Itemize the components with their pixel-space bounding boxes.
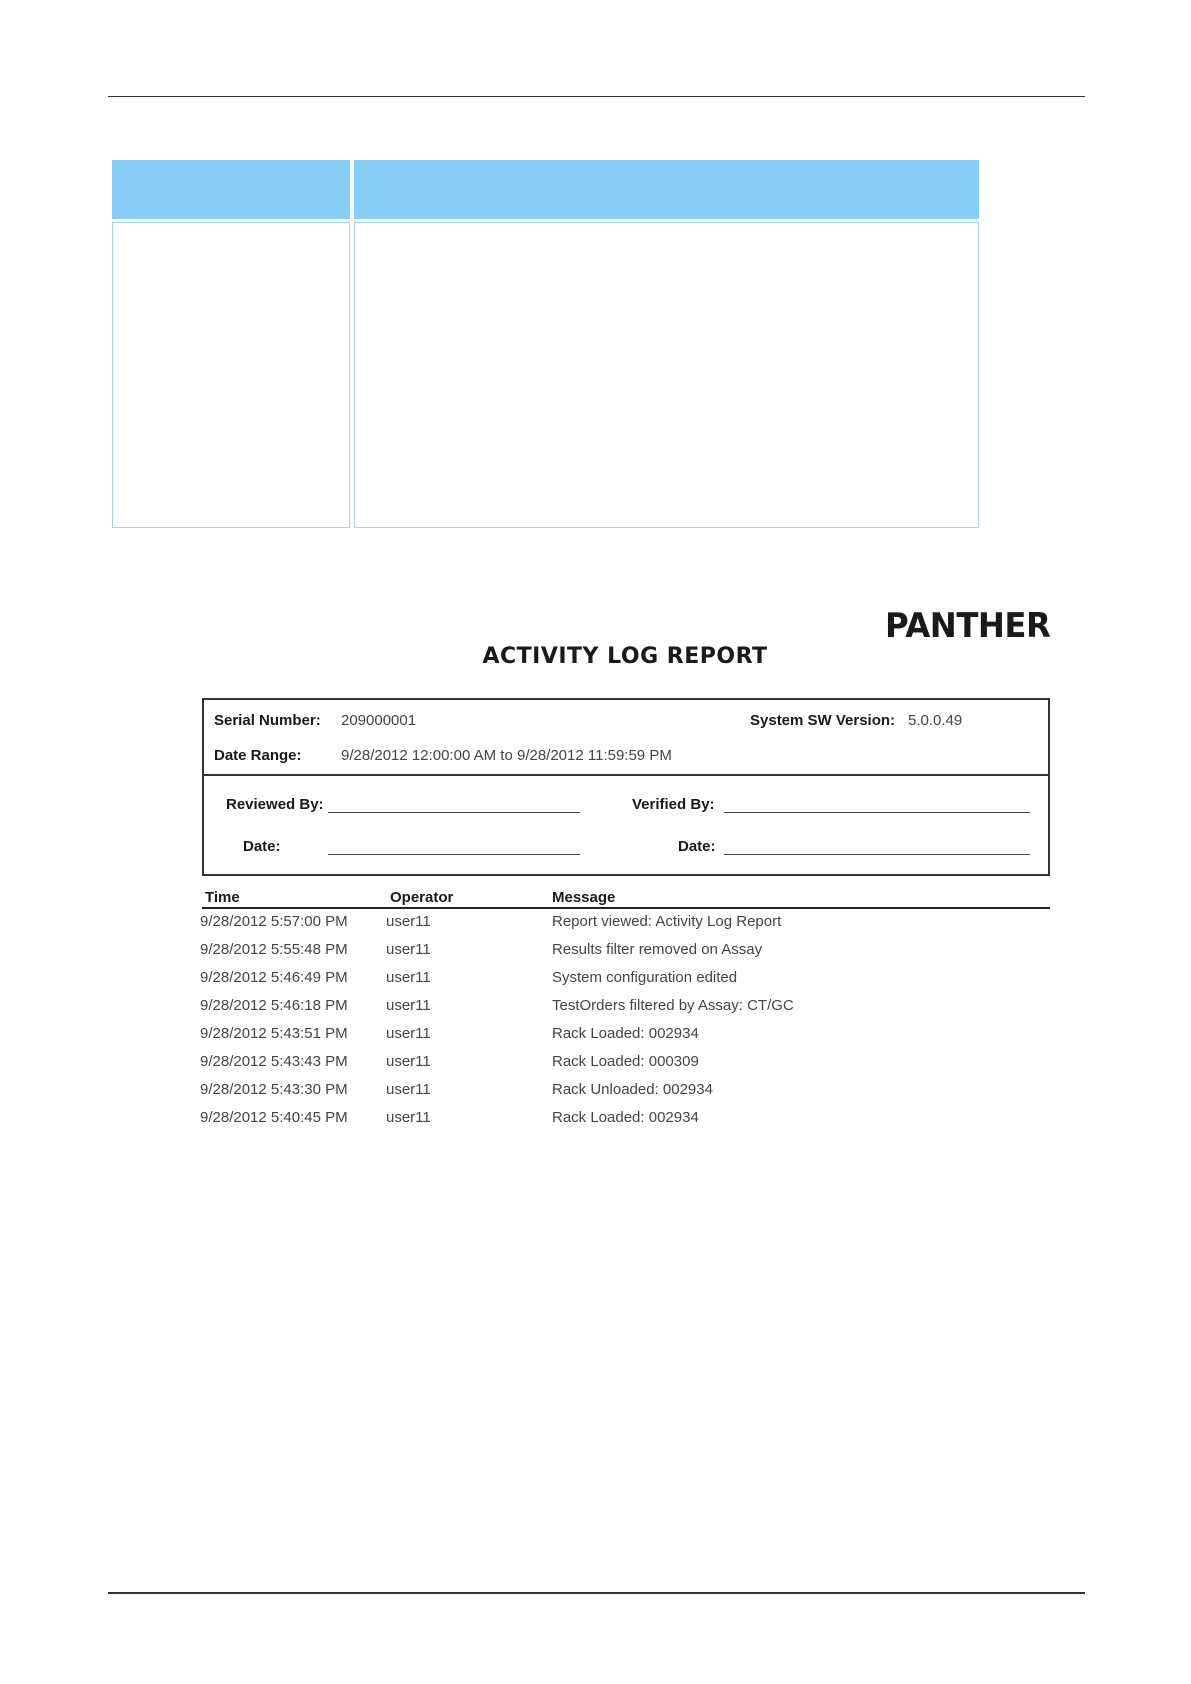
table-row [200, 913, 1050, 941]
row-operator: user11 [386, 969, 431, 986]
row-message: Rack Loaded: 000309 [552, 1053, 699, 1070]
verify-date-label: Date: [678, 838, 716, 855]
table-row [200, 1081, 1050, 1109]
date-range-label: Date Range: [214, 747, 302, 764]
row-message: Rack Loaded: 002934 [552, 1025, 699, 1042]
review-date-label: Date: [243, 838, 281, 855]
serial-number-label: Serial Number: [214, 712, 321, 729]
row-message: Results filter removed on Assay [552, 941, 763, 958]
row-operator: user11 [386, 913, 431, 930]
row-message: System configuration edited [552, 969, 738, 986]
row-message: Rack Unloaded: 002934 [552, 1081, 713, 1098]
row-time: 9/28/2012 5:46:49 PM [200, 969, 348, 986]
row-time: 9/28/2012 5:57:00 PM [200, 913, 348, 930]
column-header-rule [202, 907, 1050, 909]
verify-date-line [724, 854, 1030, 855]
footer-rule [108, 1592, 1085, 1594]
row-time: 9/28/2012 5:43:43 PM [200, 1053, 348, 1070]
row-time: 9/28/2012 5:46:18 PM [200, 997, 348, 1014]
row-time: 9/28/2012 5:55:48 PM [200, 941, 348, 958]
date-range-value: 9/28/2012 12:00:00 AM to 9/28/2012 11:59:59 PM [341, 747, 672, 764]
verified-by-line [724, 812, 1030, 813]
sw-version-value: 5.0.0.49 [908, 712, 963, 729]
row-message: TestOrders filtered by Assay: CT/GC [552, 997, 794, 1014]
reviewed-by-label: Reviewed By: [226, 796, 324, 813]
review-date-line [328, 854, 580, 855]
review-box [202, 774, 1050, 876]
row-time: 9/28/2012 5:43:30 PM [200, 1081, 348, 1098]
row-operator: user11 [386, 1053, 431, 1070]
table-row [200, 969, 1050, 997]
reviewed-by-line [328, 812, 580, 813]
column-header-time: Time [205, 889, 240, 906]
verified-by-label: Verified By: [632, 796, 715, 813]
row-operator: user11 [386, 997, 431, 1014]
table-header-cell-2 [354, 160, 979, 219]
table-header-cell-1 [112, 160, 350, 219]
report-title: ACTIVITY LOG REPORT [482, 644, 768, 669]
header-rule [108, 96, 1085, 97]
row-time: 9/28/2012 5:43:51 PM [200, 1025, 348, 1042]
column-header-operator: Operator [390, 889, 454, 906]
table-row [200, 1109, 1050, 1137]
column-header-message: Message [552, 889, 616, 906]
table-row [200, 1025, 1050, 1053]
panther-logo: PANTHER [885, 606, 1051, 646]
row-operator: user11 [386, 1025, 431, 1042]
row-operator: user11 [386, 1081, 431, 1098]
sw-version-label: System SW Version: [750, 712, 896, 729]
row-operator: user11 [386, 1109, 431, 1126]
table-row [200, 1053, 1050, 1081]
table-row [200, 941, 1050, 969]
table-row [200, 997, 1050, 1025]
row-message: Report viewed: Activity Log Report [552, 913, 782, 930]
row-message: Rack Loaded: 002934 [552, 1109, 699, 1126]
table-body-cell-1 [112, 222, 350, 528]
report-info-box [202, 698, 1050, 776]
row-time: 9/28/2012 5:40:45 PM [200, 1109, 348, 1126]
row-operator: user11 [386, 941, 431, 958]
serial-number-value: 209000001 [341, 712, 417, 729]
table-body-cell-2 [354, 222, 979, 528]
